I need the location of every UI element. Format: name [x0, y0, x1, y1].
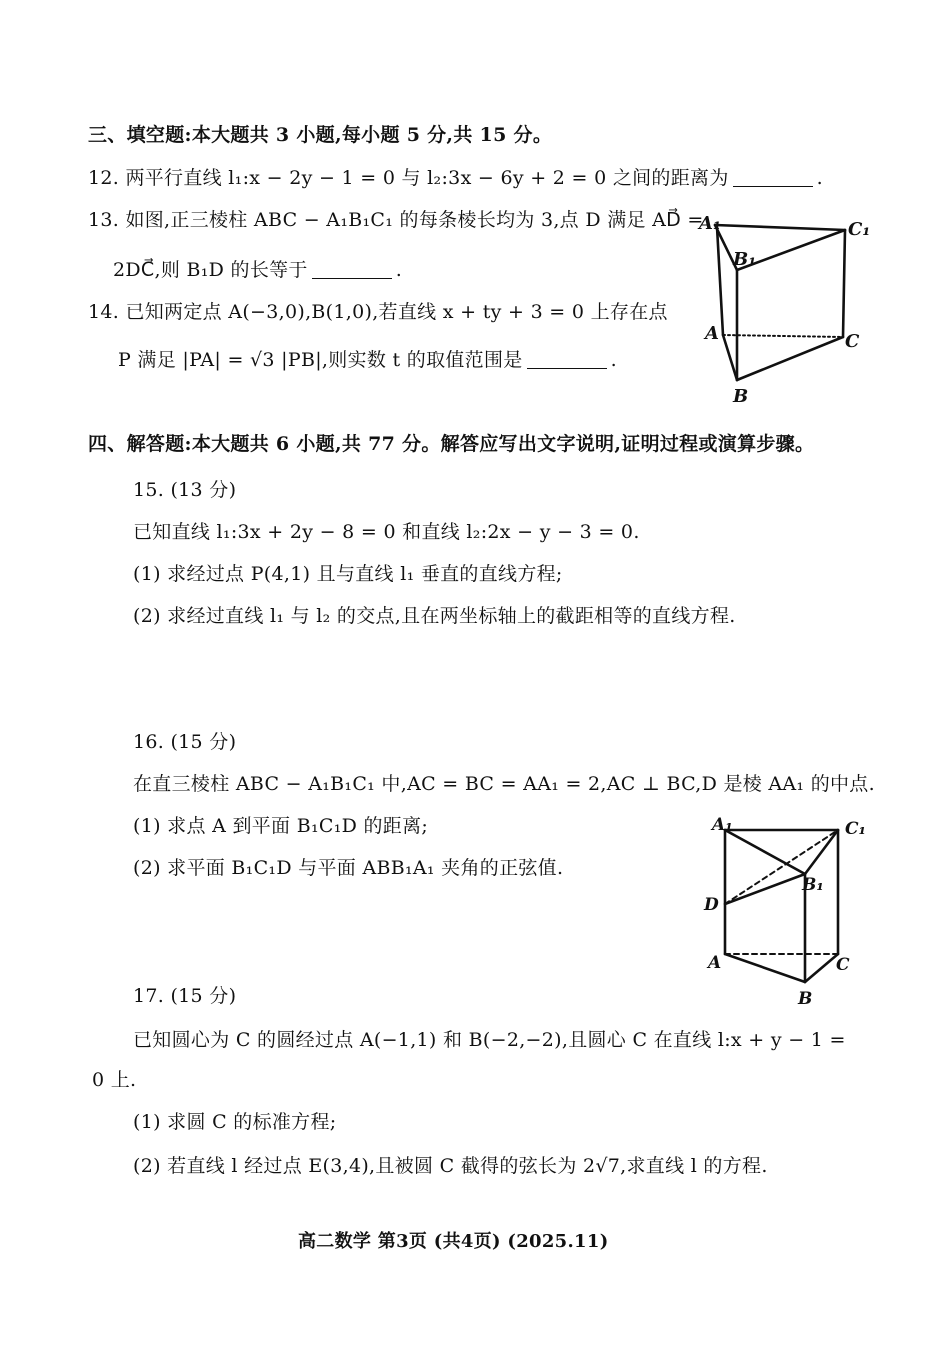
label-a: A [708, 953, 722, 973]
label-b: B [733, 386, 749, 407]
prism-figure-13 [695, 205, 875, 410]
question-13-line2-text: 2DC⃗,则 B₁D 的长等于 [113, 259, 308, 281]
edge-a1b1 [725, 830, 805, 874]
edge-ab [723, 335, 737, 380]
label-b1: B₁ [802, 875, 824, 895]
question-16-title: 16. (15 分) [133, 731, 237, 753]
label-a: A [705, 323, 719, 344]
question-17-part1: (1) 求圆 C 的标准方程; [133, 1111, 337, 1133]
question-15-stem: 已知直线 l₁:3x + 2y − 8 = 0 和直线 l₂:2x − y − 3 = 0. [133, 521, 640, 543]
question-15-title: 15. (13 分) [133, 479, 237, 501]
question-13-line2: 2DC⃗,则 B₁D 的长等于 . [113, 259, 403, 281]
label-a1: A₁ [699, 213, 721, 234]
edge-b1c1 [805, 830, 838, 874]
label-c1: C₁ [845, 819, 866, 839]
edge-ab [725, 954, 805, 982]
question-16-stem: 在直三棱柱 ABC − A₁B₁C₁ 中,AC = BC = AA₁ = 2,AC ⊥ BC,D 是棱 AA₁ 的中点. [133, 773, 875, 795]
question-12: 12. 两平行直线 l₁:x − 2y − 1 = 0 与 l₂:3x − 6y + 2 = 0 之间的距离为 . [88, 167, 823, 189]
edge-a1a [717, 227, 723, 335]
answer-blank-12[interactable] [733, 168, 813, 187]
prism-figure-16 [700, 812, 875, 1012]
label-d: D [704, 895, 719, 915]
label-b1: B₁ [733, 249, 757, 270]
question-14-line2-text: P 满足 |PA| = √3 |PB|,则实数 t 的取值范围是 [118, 349, 523, 371]
label-b: B [798, 989, 813, 1009]
label-c: C [836, 955, 850, 975]
page-footer: 高二数学 第3页 (共4页) (2025.11) [298, 1231, 609, 1252]
question-17-title: 17. (15 分) [133, 985, 237, 1007]
question-15-part1: (1) 求经过点 P(4,1) 且与直线 l₁ 垂直的直线方程; [133, 563, 563, 585]
label-c1: C₁ [848, 219, 871, 240]
edge-bc [737, 337, 843, 380]
label-c: C [845, 331, 860, 352]
question-17-stem-line1: 已知圆心为 C 的圆经过点 A(−1,1) 和 B(−2,−2),且圆心 C 在直线 l:x + y − 1 = [133, 1029, 846, 1051]
question-16-part1: (1) 求点 A 到平面 B₁C₁D 的距离; [133, 815, 429, 837]
question-14-line2: P 满足 |PA| = √3 |PB|,则实数 t 的取值范围是 . [118, 349, 617, 371]
question-15-part2: (2) 求经过直线 l₁ 与 l₂ 的交点,且在两坐标轴上的截距相等的直线方程. [133, 605, 736, 627]
edge-c1c [843, 230, 845, 337]
edge-a1c1 [715, 225, 845, 230]
label-a1: A₁ [712, 815, 733, 835]
answer-blank-14[interactable] [527, 350, 607, 369]
section4-heading: 四、解答题:本大题共 6 小题,共 77 分。解答应写出文字说明,证明过程或演算步骤。 [88, 433, 815, 455]
question-12-text: 12. 两平行直线 l₁:x − 2y − 1 = 0 与 l₂:3x − 6y + 2 = 0 之间的距离为 [88, 167, 729, 189]
question-17-part2: (2) 若直线 l 经过点 E(3,4),且被圆 C 截得的弦长为 2√7,求直线 l 的方程. [133, 1155, 768, 1177]
question-16-part2: (2) 求平面 B₁C₁D 与平面 ABB₁A₁ 夹角的正弦值. [133, 857, 564, 879]
edge-bc [805, 954, 838, 982]
question-14-line1: 14. 已知两定点 A(−3,0),B(1,0),若直线 x + ty + 3 = 0 上存在点 [88, 301, 668, 323]
answer-blank-13[interactable] [312, 260, 392, 279]
section3-heading: 三、填空题:本大题共 3 小题,每小题 5 分,共 15 分。 [88, 124, 553, 146]
question-13-line1: 13. 如图,正三棱柱 ABC − A₁B₁C₁ 的每条棱长均为 3,点 D 满足 AD⃗ = [88, 209, 704, 231]
question-17-stem-line2: 0 上. [92, 1069, 137, 1091]
edge-ac-hidden [723, 335, 843, 337]
